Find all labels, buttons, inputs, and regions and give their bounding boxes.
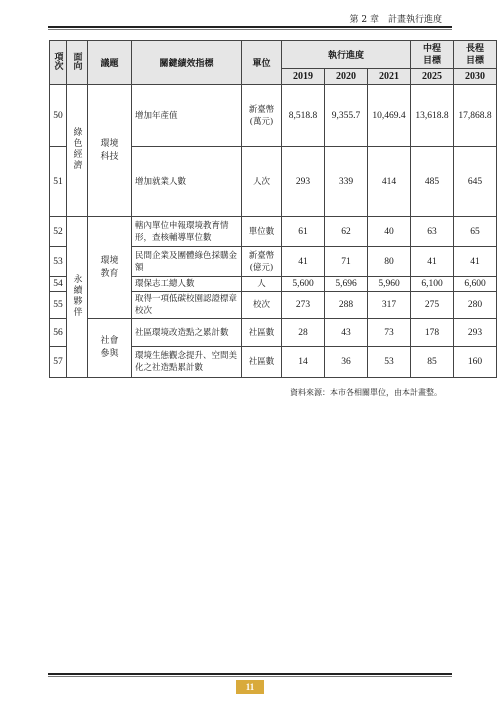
row-number: 51 bbox=[50, 147, 67, 217]
kpi-name: 環保志工總人數 bbox=[132, 277, 242, 292]
unit-cell: 人 bbox=[242, 277, 282, 292]
value-2021: 414 bbox=[368, 147, 411, 217]
value-2021: 53 bbox=[368, 347, 411, 378]
value-2025: 178 bbox=[411, 319, 454, 347]
kpi-name: 民間企業及團體綠色採購金額 bbox=[132, 247, 242, 277]
unit-cell: 單位數 bbox=[242, 217, 282, 247]
value-2019: 273 bbox=[282, 292, 325, 319]
value-2019: 41 bbox=[282, 247, 325, 277]
row-number: 50 bbox=[50, 85, 67, 147]
topic-cell: 環境科技 bbox=[88, 85, 132, 217]
value-2021: 73 bbox=[368, 319, 411, 347]
value-2030: 41 bbox=[454, 247, 497, 277]
value-2025: 275 bbox=[411, 292, 454, 319]
unit-cell: 新臺幣(億元) bbox=[242, 247, 282, 277]
kpi-table bbox=[49, 40, 497, 378]
value-2020: 71 bbox=[325, 247, 368, 277]
value-2021: 317 bbox=[368, 292, 411, 319]
unit-cell: 新臺幣(萬元) bbox=[242, 85, 282, 147]
row-number: 53 bbox=[50, 247, 67, 277]
value-2020: 36 bbox=[325, 347, 368, 378]
header-kpi: 關鍵績效指標 bbox=[132, 41, 242, 85]
value-2020: 43 bbox=[325, 319, 368, 347]
kpi-name: 取得一項低碳校園認證標章校次 bbox=[132, 292, 242, 319]
value-2030: 293 bbox=[454, 319, 497, 347]
value-2020: 62 bbox=[325, 217, 368, 247]
unit-cell: 社區數 bbox=[242, 347, 282, 378]
value-2025: 6,100 bbox=[411, 277, 454, 292]
header-mid-target: 中程目標 bbox=[411, 41, 454, 69]
value-2019: 5,600 bbox=[282, 277, 325, 292]
kpi-name: 社區環境改造點之累計數 bbox=[132, 319, 242, 347]
chapter-header: 第 2 章 計畫執行進度 bbox=[349, 15, 442, 25]
row-number: 56 bbox=[50, 319, 67, 347]
value-2021: 40 bbox=[368, 217, 411, 247]
value-2030: 17,868.8 bbox=[454, 85, 497, 147]
value-2030: 65 bbox=[454, 217, 497, 247]
aspect-cell: 綠色經濟 bbox=[67, 85, 88, 217]
value-2020: 339 bbox=[325, 147, 368, 217]
header-year-2020: 2020 bbox=[325, 69, 368, 85]
value-2025: 485 bbox=[411, 147, 454, 217]
kpi-name: 環境生態觀念提升、空間美化之社造點累計數 bbox=[132, 347, 242, 378]
footer-rule bbox=[48, 673, 452, 675]
value-2030: 160 bbox=[454, 347, 497, 378]
value-2020: 5,696 bbox=[325, 277, 368, 292]
header-year-2021: 2021 bbox=[368, 69, 411, 85]
footer-rule-thin bbox=[48, 676, 452, 677]
value-2025: 41 bbox=[411, 247, 454, 277]
value-2019: 14 bbox=[282, 347, 325, 378]
header-unit: 單位 bbox=[242, 41, 282, 85]
value-2021: 5,960 bbox=[368, 277, 411, 292]
header-aspect: 面向 bbox=[67, 41, 88, 85]
row-number: 52 bbox=[50, 217, 67, 247]
header-year-2025: 2025 bbox=[411, 69, 454, 85]
value-2025: 63 bbox=[411, 217, 454, 247]
value-2021: 10,469.4 bbox=[368, 85, 411, 147]
value-2019: 8,518.8 bbox=[282, 85, 325, 147]
value-2020: 9,355.7 bbox=[325, 85, 368, 147]
topic-cell: 社會參與 bbox=[88, 319, 132, 378]
source-note: 資料來源：本市各相關單位，由本計畫整。 bbox=[290, 388, 442, 397]
header-item-no: 項次 bbox=[50, 41, 67, 85]
value-2025: 85 bbox=[411, 347, 454, 378]
kpi-name: 增加年產值 bbox=[132, 85, 242, 147]
header-year-2030: 2030 bbox=[454, 69, 497, 85]
value-2020: 288 bbox=[325, 292, 368, 319]
header-topic: 議題 bbox=[88, 41, 132, 85]
value-2030: 6,600 bbox=[454, 277, 497, 292]
row-number: 55 bbox=[50, 292, 67, 319]
value-2030: 645 bbox=[454, 147, 497, 217]
unit-cell: 校次 bbox=[242, 292, 282, 319]
header-long-target: 長程目標 bbox=[454, 41, 497, 69]
value-2019: 293 bbox=[282, 147, 325, 217]
header-row-1 bbox=[50, 41, 497, 69]
header-rule-thin bbox=[48, 29, 452, 30]
value-2019: 28 bbox=[282, 319, 325, 347]
kpi-name: 轄內單位申報環境教育情形，查核輔導單位數 bbox=[132, 217, 242, 247]
topic-cell: 環境教育 bbox=[88, 217, 132, 319]
value-2021: 80 bbox=[368, 247, 411, 277]
value-2025: 13,618.8 bbox=[411, 85, 454, 147]
header-progress: 執行進度 bbox=[282, 41, 411, 69]
table-row bbox=[50, 217, 497, 247]
page-number: 11 bbox=[236, 680, 264, 694]
kpi-name: 增加就業人數 bbox=[132, 147, 242, 217]
value-2030: 280 bbox=[454, 292, 497, 319]
row-number: 57 bbox=[50, 347, 67, 378]
unit-cell: 人次 bbox=[242, 147, 282, 217]
header-rule bbox=[48, 26, 452, 28]
table-row bbox=[50, 85, 497, 147]
table-row bbox=[50, 319, 497, 347]
header-year-2019: 2019 bbox=[282, 69, 325, 85]
aspect-cell: 永續夥伴 bbox=[67, 217, 88, 378]
row-number: 54 bbox=[50, 277, 67, 292]
value-2019: 61 bbox=[282, 217, 325, 247]
unit-cell: 社區數 bbox=[242, 319, 282, 347]
